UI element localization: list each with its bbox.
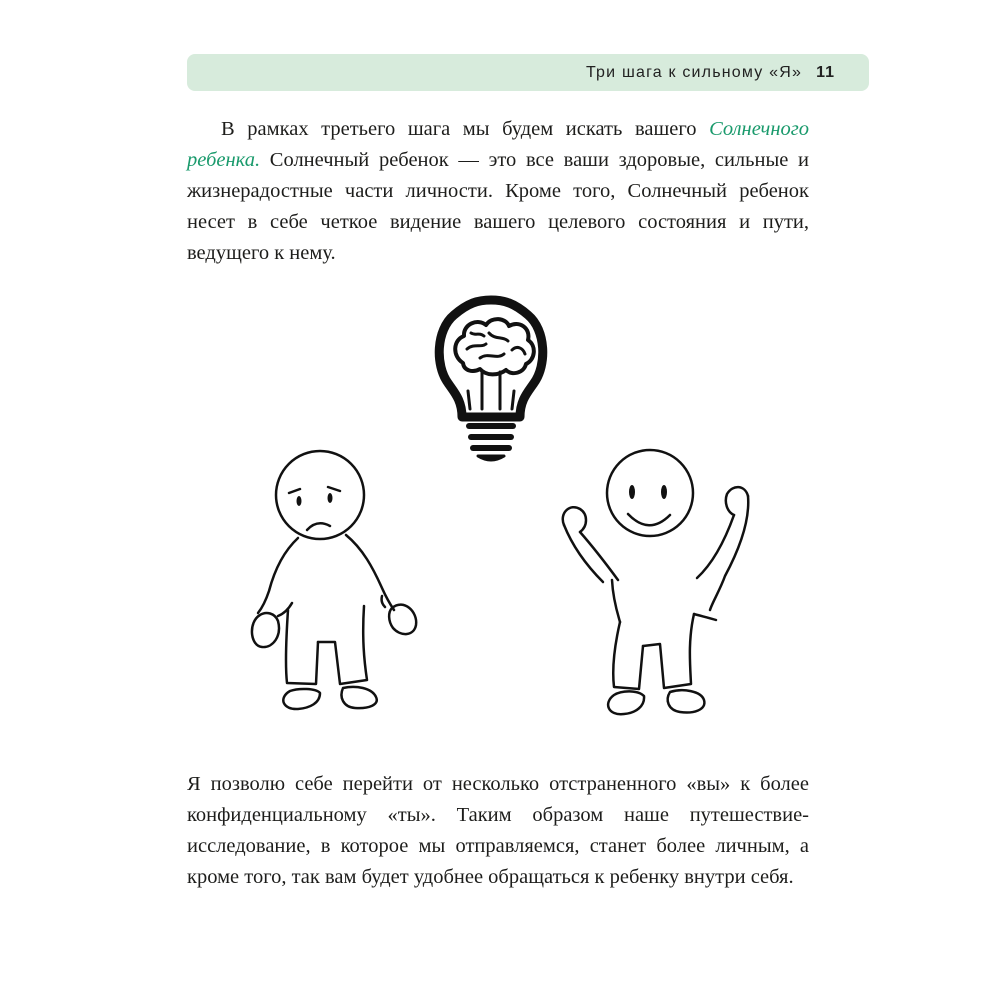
paragraph-address: Я позволю себе перейти от несколько отстраненного «вы» к более конфиденциальному «ты». Таким образом наше путешествие-исследование, в которое мы отправляемся, станет более личным, а кроме того, так вам будет удобнее обращаться к ребенку внутри себя. — [187, 773, 809, 888]
paragraph-intro-start: В рамках третьего шага мы будем искать вашего — [221, 118, 710, 140]
lightbulb-brain-icon — [439, 300, 543, 460]
page-number: 11 — [816, 63, 835, 81]
sad-figure-icon — [252, 451, 416, 709]
running-title: Три шага к сильному «Я» — [585, 63, 803, 81]
happy-figure-icon — [563, 450, 749, 714]
sunny-child-term: Солнечного ребенка. — [187, 118, 809, 171]
paragraph-intro-rest: Солнечный ребенок — это все ваши здоровые, сильные и жизнерадостные части личности. Кроме того, Солнечный ребенок несет в себе четкое видение вашего целевого состояния и пути, ведущего к нему. — [187, 149, 809, 264]
